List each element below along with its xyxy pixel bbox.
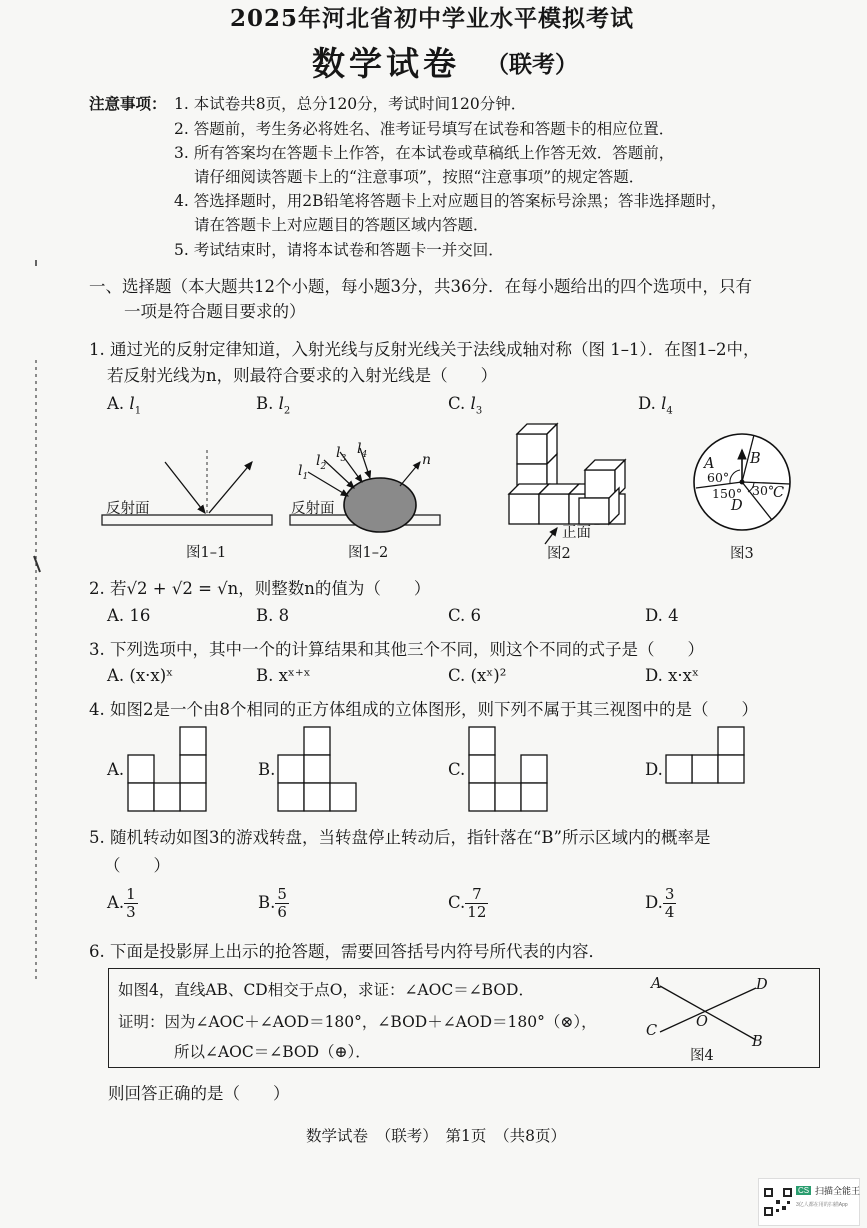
q3-option-a[interactable]: A. (x·x)ˣ [107,666,174,685]
fig11-surface-label: 反射面 [106,501,150,517]
option-var: l [470,394,476,413]
q4-view-b [277,725,359,815]
fig2-caption: 图2 [547,546,571,562]
q5-option-b[interactable] [258,886,289,921]
fig3-angle-60: 60° [707,470,730,485]
fig3-caption: 图3 [730,546,754,562]
option-label: B. [258,893,276,912]
frac-denominator: 4 [664,903,675,921]
q1-option-d[interactable] [638,394,673,416]
q2-option-a[interactable]: A. 16 [107,606,151,625]
q5-option-d[interactable] [645,886,676,921]
frac-denominator: 12 [467,903,487,921]
option-label: A. [107,394,125,413]
exam-header-title: 2025年河北省初中学业水平模拟考试 [230,5,635,32]
q5-option-c[interactable] [448,886,488,921]
q1-option-c[interactable] [448,394,482,416]
frac-numerator: 5 [277,885,287,903]
fig12-label-l4: $l_4$ [357,441,368,460]
option-label: A. [107,893,125,912]
fig12-caption: 图1–2 [348,545,389,561]
fig11-caption: 图1–1 [186,545,227,561]
qr-code-icon [763,1187,793,1217]
notice-item: 5. 考试结束时，请将本试卷和答题卡一并交回． [174,241,504,259]
q2-option-c[interactable]: C. 6 [448,606,482,625]
q6-answer-prompt: 则回答正确的是（ ） [108,1084,290,1103]
q4-option-c[interactable]: C. [448,760,466,779]
fig3-label-a: A [704,456,715,472]
option-label: D. [645,893,663,912]
q4-option-b[interactable]: B. [258,760,276,779]
fig12-surface-label: 反射面 [291,501,335,517]
fig2-front-label: 正面 [562,525,591,541]
q3-option-c[interactable]: C. (xˣ)² [448,666,507,685]
option-var: l [661,394,667,413]
option-var: l [278,394,284,413]
figure-1-1-reflection [100,440,280,540]
section-heading: 一、选择题（本大题共12个小题，每小题3分，共36分．在每小题给出的四个选项中，只有 [89,277,752,296]
scanner-watermark [758,1178,860,1226]
option-var: l [129,394,135,413]
notice-item: 4. 答选择题时，用2B铅笔将答题卡上对应题目的答案标号涂黑；答非选择题时， [174,192,727,210]
fig4-label-d: D [756,977,768,993]
notice-item: 请仔细阅读答题卡上的“注意事项”，按照“注意事项”的规定答题． [194,168,645,186]
fig3-label-d: D [731,498,743,514]
figure-1-2-reflection [280,440,470,550]
fig3-label-c: C [773,485,785,501]
page-footer: 数学试卷 （联考） 第1页 （共8页） [306,1127,566,1145]
scanner-brand: 扫描全能王 [815,1186,861,1196]
binding-dash-line [32,260,42,1160]
notice-item: 3. 所有答案均在答题卡上作答，在本试卷或草稿纸上作答无效．答题前， [174,144,675,162]
q2-option-b[interactable]: B. 8 [256,606,290,625]
paper-subtitle: （联考） [486,51,578,78]
fig12-label-l2: $l_2$ [316,453,327,472]
q6-box-line-2: 证明：因为∠AOC＋∠AOD＝180°，∠BOD＋∠AOD＝180°（⊗）， [118,1013,597,1031]
q3-option-d[interactable]: D. x·xˣ [645,666,699,685]
option-label: D. [638,394,656,413]
option-label: C. [448,394,466,413]
q1-option-a[interactable] [107,394,141,416]
option-sub: 1 [134,405,142,417]
q6-box-line-3: 所以∠AOC＝∠BOD（⊕）． [174,1043,371,1061]
notice-label: 注意事项： [89,94,167,113]
option-sub: 3 [475,405,483,417]
question-1-stem-cont: 若反射光线为n，则最符合要求的入射光线是（ ） [107,366,498,385]
q4-view-c [468,725,550,815]
fig3-angle-150: 150° [712,486,743,501]
question-5-stem: 5. 随机转动如图3的游戏转盘，当转盘停止转动后，指针落在“B”所示区域内的概率是 [89,828,711,847]
frac-denominator: 6 [277,903,287,921]
question-6-stem: 6. 下面是投影屏上出示的抢答题，需要回答括号内符号所代表的内容． [89,942,605,961]
fig3-label-b: B [750,451,761,467]
scanner-tagline: 3亿人都在用的扫描App [796,1202,848,1208]
frac-denominator: 3 [126,903,136,921]
fig4-caption: 图4 [690,1048,714,1064]
q4-view-d [665,725,747,789]
q4-view-a [127,725,207,815]
option-sub: 2 [283,405,291,417]
q5-option-a[interactable] [107,886,138,921]
notice-item: 2. 答题前，考生务必将姓名、准考证号填写在试卷和答题卡的相应位置． [174,120,675,138]
frac-numerator: 3 [664,885,675,903]
fig4-label-c: C [646,1023,658,1039]
question-2-stem: 2. 若√2 + √2 = √n，则整数n的值为（ ） [89,579,431,598]
fig12-label-l1: $l_1$ [298,463,309,482]
question-4-stem: 4. 如图2是一个由8个相同的正方体组成的立体图形，则下列不属于其三视图中的是（ ） [89,700,758,719]
section-heading-cont: 一项是符合题目要求的） [124,302,306,321]
notice-item: 请在答题卡上对应题目的答题区域内答题． [194,216,489,234]
q3-option-b[interactable]: B. xˣ⁺ˣ [256,666,311,685]
option-sub: 4 [666,405,673,417]
option-label: B. [256,394,274,413]
option-label: C. [448,893,466,912]
fig3-angle-30: 30° [752,483,775,498]
q2-option-d[interactable]: D. 4 [645,606,679,625]
fig4-label-o: O [696,1014,708,1030]
question-5-stem-cont: （ ） [104,856,170,875]
q4-option-a[interactable]: A. [107,760,125,779]
notice-item: 1. 本试卷共8页，总分120分，考试时间120分钟． [174,95,527,113]
fig12-label-n: n [422,452,432,468]
q6-box-line-1: 如图4，直线AB、CD相交于点O，求证：∠AOC＝∠BOD． [118,981,534,999]
paper-title: 数学试卷 [312,44,460,83]
scanner-logo-icon: CS [798,1186,810,1195]
fig4-label-b: B [752,1034,763,1050]
question-1-stem: 1. 通过光的反射定律知道，入射光线与反射光线关于法线成轴对称（图 1–1）．在图1–2中， [89,340,760,359]
fig12-label-l3: $l_3$ [336,445,347,464]
q4-option-d[interactable]: D. [645,760,663,779]
fig4-label-a: A [651,976,662,992]
frac-numerator: 1 [126,885,136,903]
frac-numerator: 7 [465,886,488,904]
q1-option-b[interactable] [256,394,290,416]
question-3-stem: 3. 下列选项中，其中一个的计算结果和其他三个不同，则这个不同的式子是（ ） [89,640,704,659]
